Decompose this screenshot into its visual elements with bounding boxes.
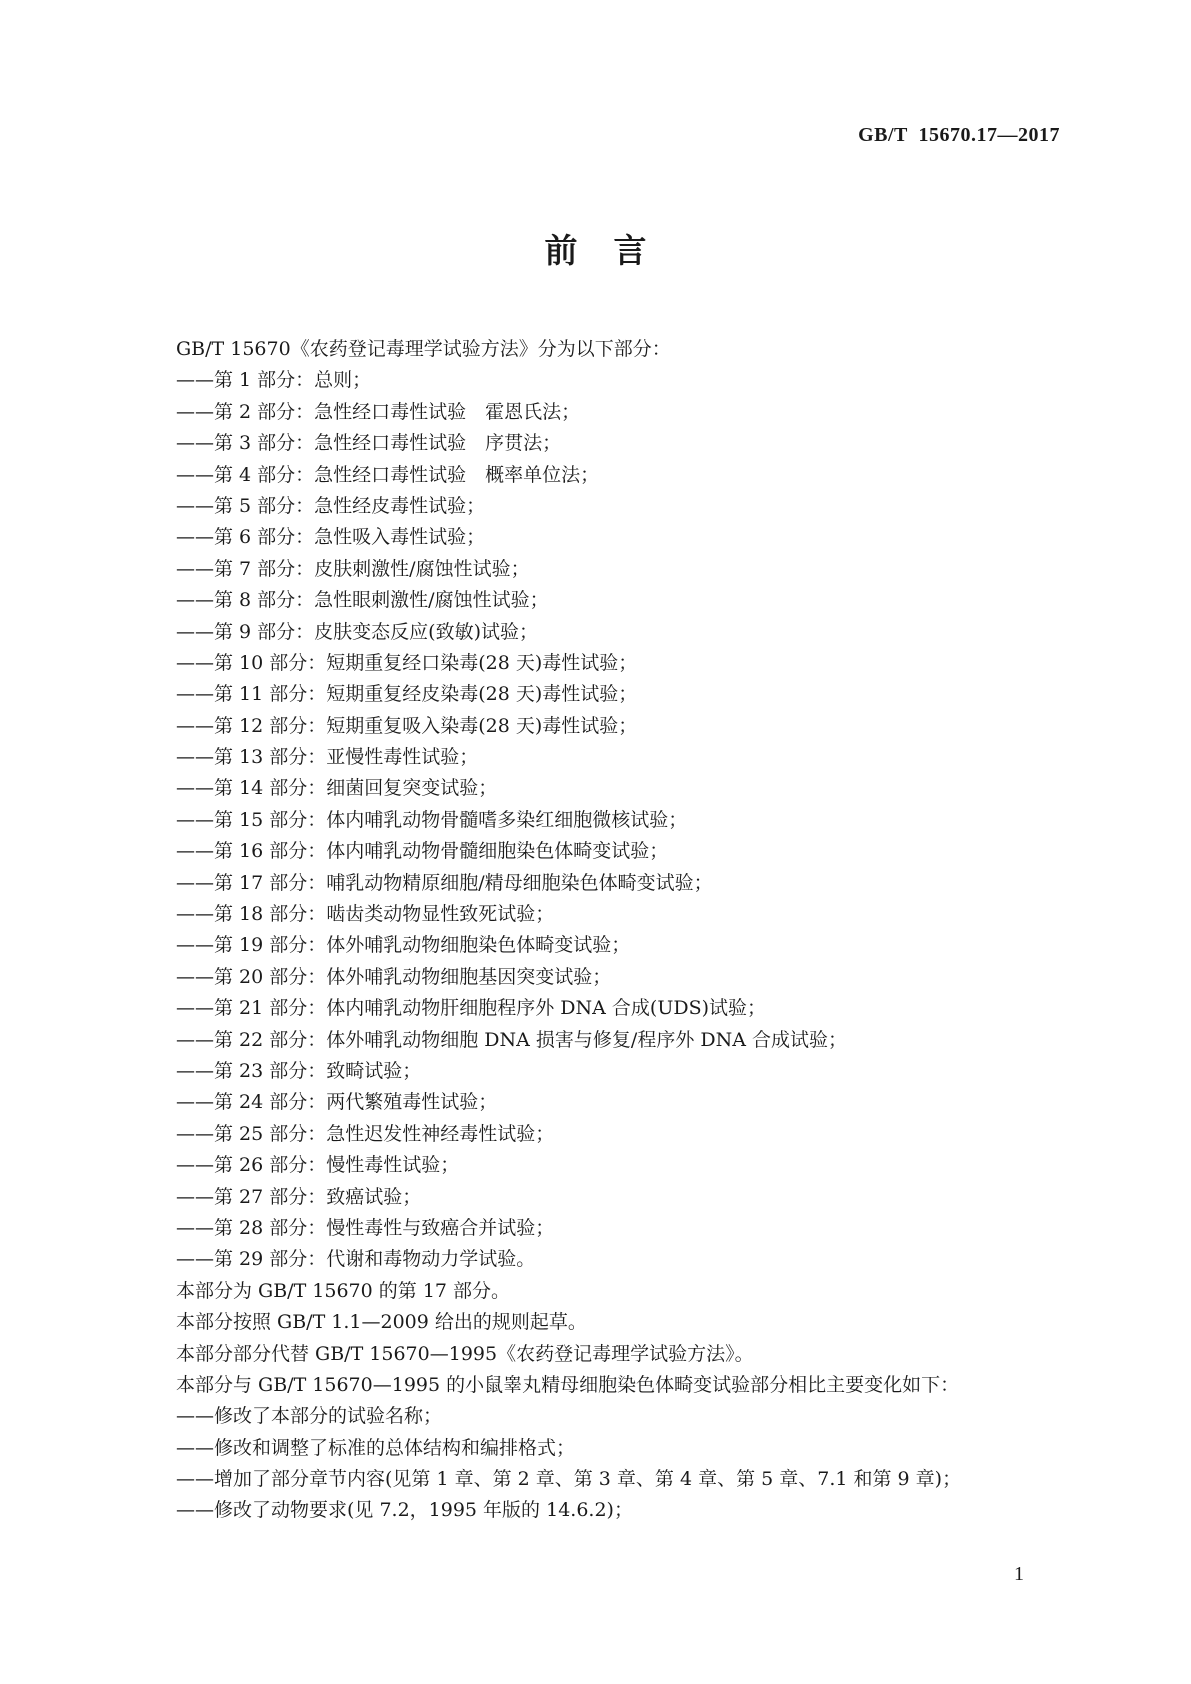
statement-paragraph: 本部分为 GB/T 15670 的第 17 部分。	[176, 1279, 511, 1302]
statement-paragraph: 本部分与 GB/T 15670—1995 的小鼠睾丸精母细胞染色体畸变试验部分相比主要变化如下：	[176, 1373, 960, 1396]
page-number: 1	[1014, 1563, 1024, 1585]
list-item: ——第 8 部分：急性眼刺激性/腐蚀性试验；	[176, 589, 549, 612]
list-item: ——第 21 部分：体内哺乳动物肝细胞程序外 DNA 合成(UDS)试验；	[176, 997, 767, 1020]
list-item: ——第 3 部分：急性经口毒性试验 序贯法；	[176, 432, 562, 455]
standard-code: GB/T 15670.17—2017	[858, 124, 1060, 146]
list-item: ——第 5 部分：急性经皮毒性试验；	[176, 494, 486, 517]
list-item: ——第 1 部分：总则；	[176, 369, 372, 392]
statements	[176, 1276, 1056, 1402]
list-item: ——修改了本部分的试验名称；	[176, 1405, 443, 1428]
list-item: ——第 17 部分：哺乳动物精原细胞/精母细胞染色体畸变试验；	[176, 871, 713, 894]
list-item: ——第 4 部分：急性经口毒性试验 概率单位法；	[176, 463, 600, 486]
list-item: ——第 14 部分：细菌回复突变试验；	[176, 777, 498, 800]
list-item: ——第 16 部分：体内哺乳动物骨髓细胞染色体畸变试验；	[176, 840, 669, 863]
list-item: ——增加了部分章节内容(见第 1 章、第 2 章、第 3 章、第 4 章、第 5 章、7.1 和第 9 章)；	[176, 1468, 962, 1491]
list-item: ——第 12 部分：短期重复吸入染毒(28 天)毒性试验；	[176, 714, 638, 737]
list-item: ——第 7 部分：皮肤刺激性/腐蚀性试验；	[176, 557, 530, 580]
list-item: ——第 2 部分：急性经口毒性试验 霍恩氏法；	[176, 400, 581, 423]
changes-list	[176, 1401, 1056, 1527]
list-item: ——第 26 部分：慢性毒性试验；	[176, 1154, 460, 1177]
list-item: ——第 15 部分：体内哺乳动物骨髓嗜多染红细胞微核试验；	[176, 808, 688, 831]
parts-list	[176, 365, 1056, 1275]
list-item: ——第 29 部分：代谢和毒物动力学试验。	[176, 1248, 536, 1271]
list-item: ——第 6 部分：急性吸入毒性试验；	[176, 526, 486, 549]
list-item: ——第 28 部分：慢性毒性与致癌合并试验；	[176, 1216, 555, 1239]
list-item: ——第 18 部分：啮齿类动物显性致死试验；	[176, 903, 555, 926]
intro-paragraph: GB/T 15670《农药登记毒理学试验方法》分为以下部分：	[176, 338, 671, 360]
list-item: ——修改了动物要求(见 7.2，1995 年版的 14.6.2)；	[176, 1499, 633, 1522]
list-item: ——第 19 部分：体外哺乳动物细胞染色体畸变试验；	[176, 934, 631, 957]
list-item: ——第 13 部分：亚慢性毒性试验；	[176, 746, 479, 769]
list-item: ——第 27 部分：致癌试验；	[176, 1185, 422, 1208]
list-item: ——第 23 部分：致畸试验；	[176, 1059, 422, 1082]
preface-body	[176, 334, 1056, 1527]
page-title: 前言	[544, 231, 683, 270]
list-item: ——第 11 部分：短期重复经皮染毒(28 天)毒性试验；	[176, 683, 638, 706]
list-item: ——第 24 部分：两代繁殖毒性试验；	[176, 1091, 498, 1114]
statement-paragraph: 本部分按照 GB/T 1.1—2009 给出的规则起草。	[176, 1311, 587, 1334]
list-item: ——修改和调整了标准的总体结构和编排格式；	[176, 1436, 576, 1459]
list-item: ——第 25 部分：急性迟发性神经毒性试验；	[176, 1122, 555, 1145]
list-item: ——第 22 部分：体外哺乳动物细胞 DNA 损害与修复/程序外 DNA 合成试验；	[176, 1028, 847, 1051]
list-item: ——第 10 部分：短期重复经口染毒(28 天)毒性试验；	[176, 651, 638, 674]
list-item: ——第 9 部分：皮肤变态反应(致敏)试验；	[176, 620, 538, 643]
list-item: ——第 20 部分：体外哺乳动物细胞基因突变试验；	[176, 965, 612, 988]
statement-paragraph: 本部分部分代替 GB/T 15670—1995《农药登记毒理学试验方法》。	[176, 1342, 754, 1365]
